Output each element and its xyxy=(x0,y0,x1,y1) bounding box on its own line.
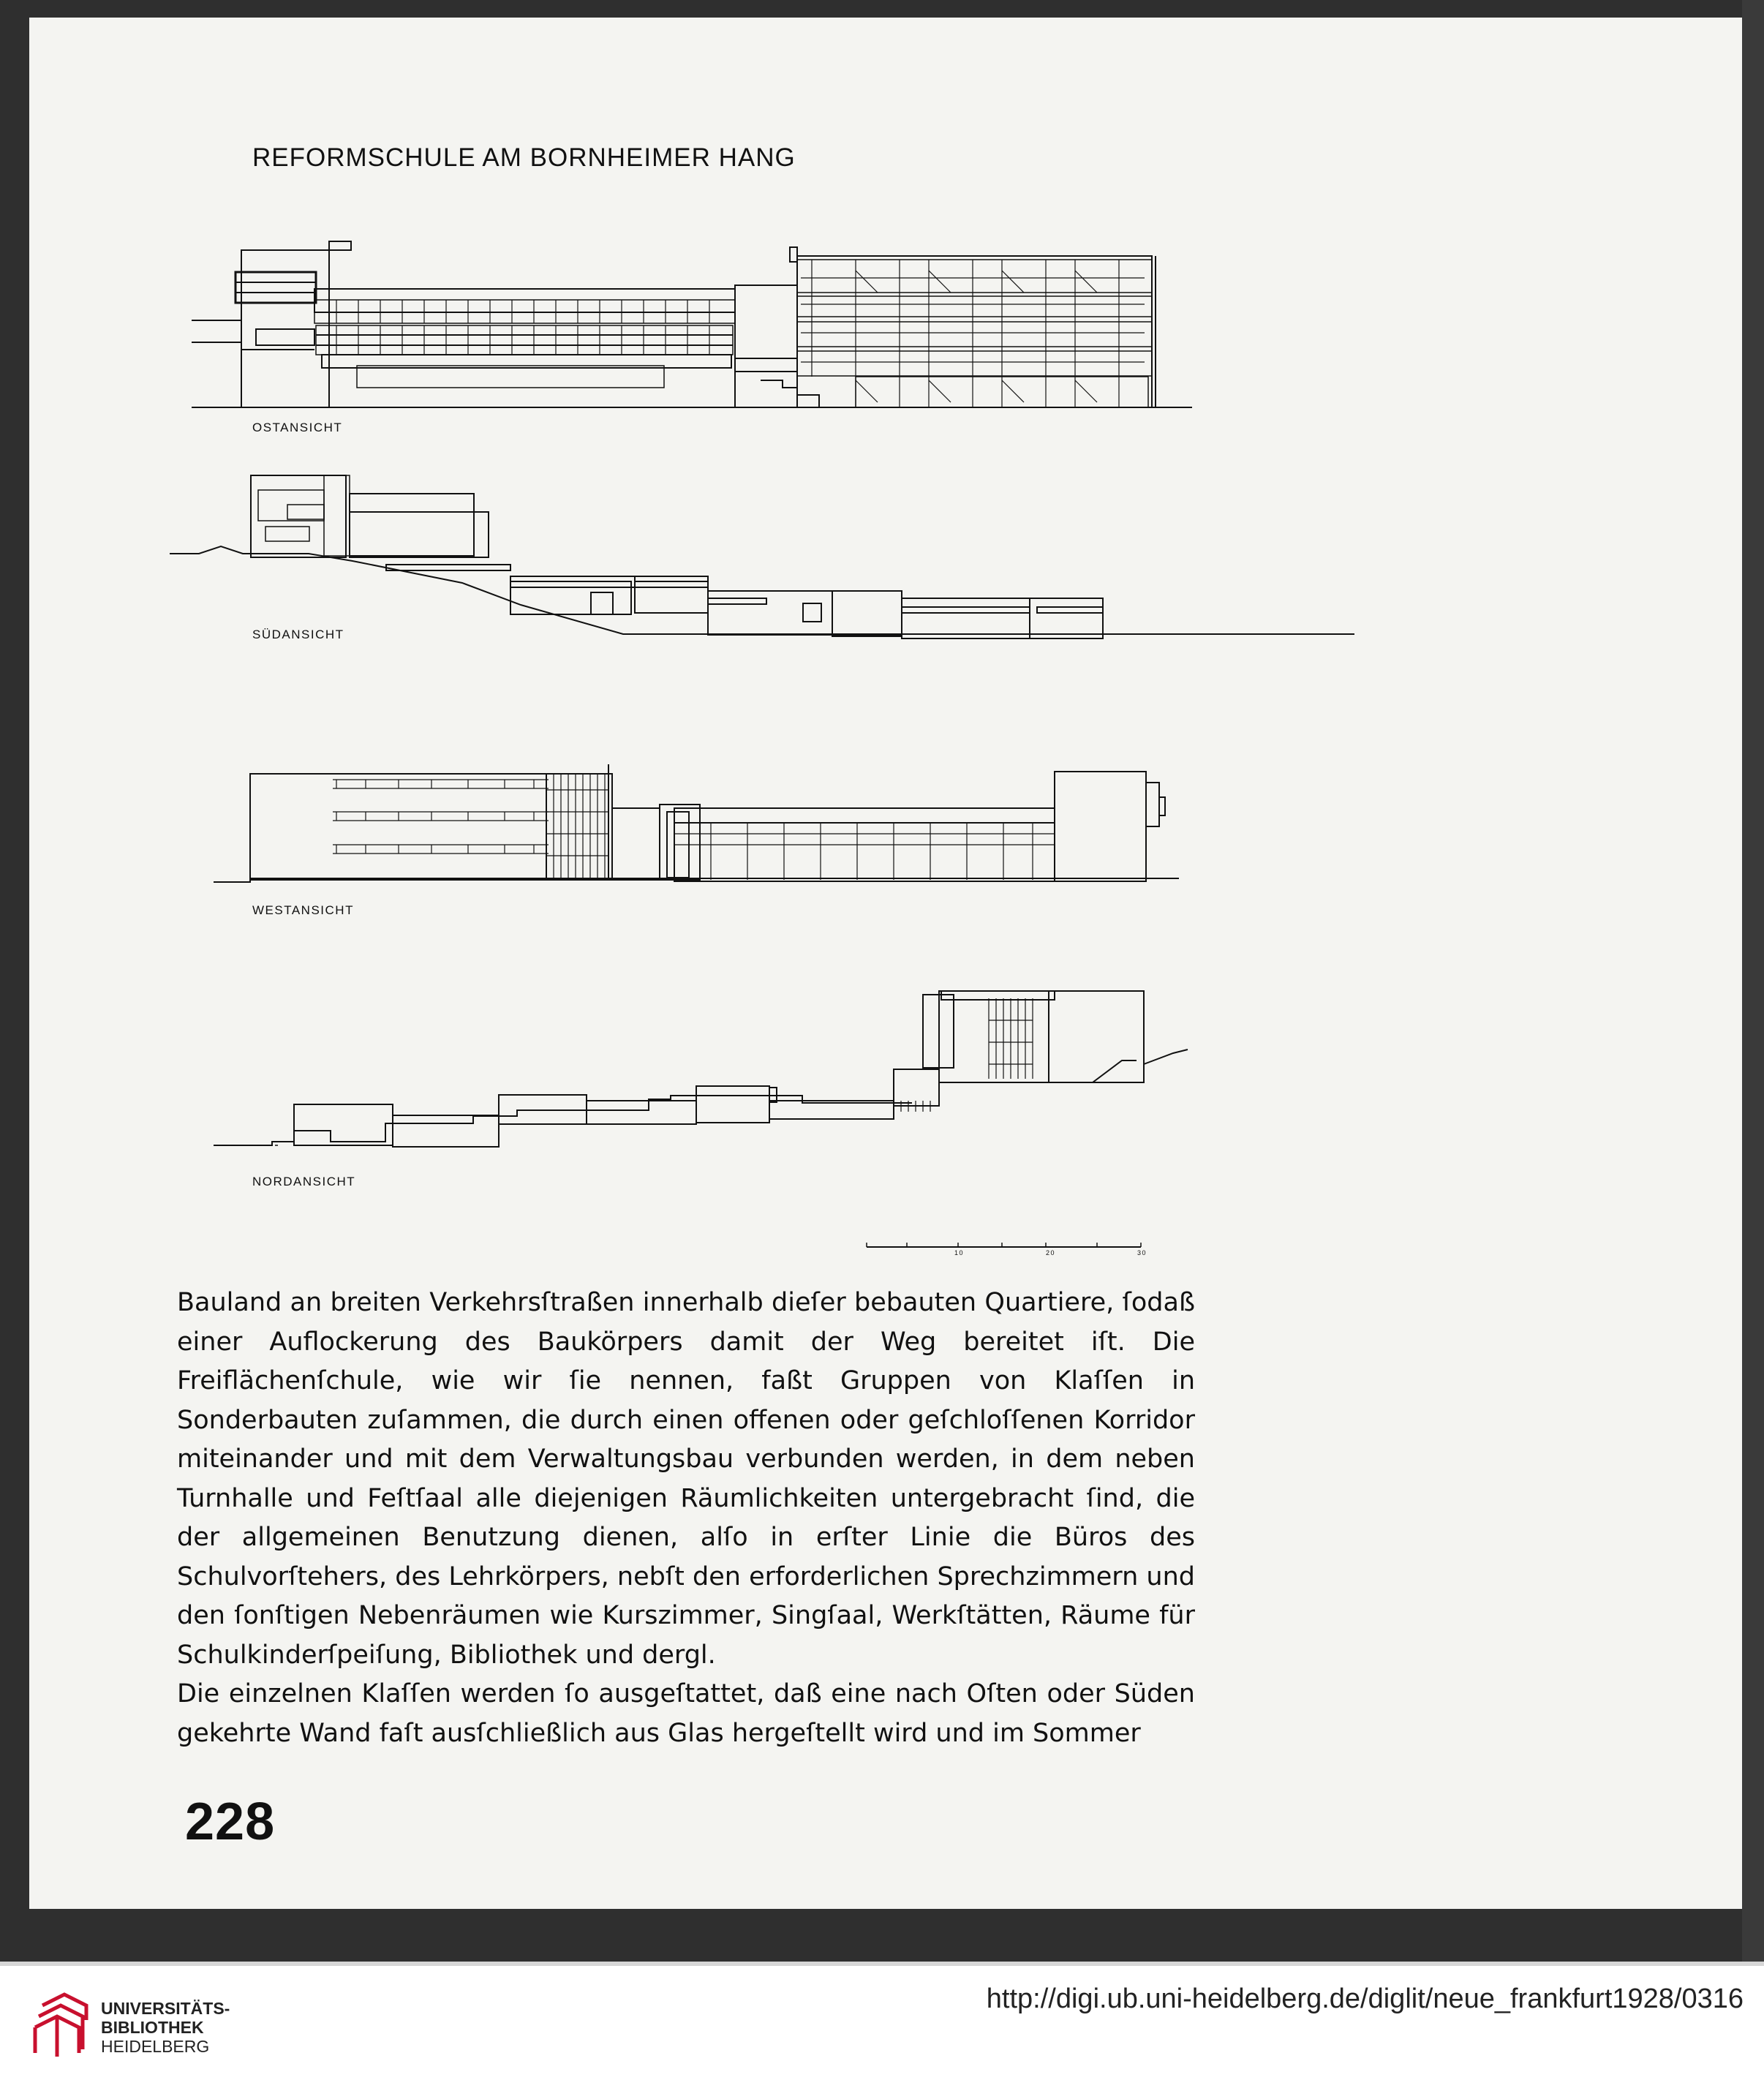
scale-tick-30: 30 xyxy=(1137,1249,1147,1257)
library-name-line-3: HEIDELBERG xyxy=(101,2037,210,2056)
scale-tick-10: 10 xyxy=(954,1249,965,1257)
source-url-link[interactable]: http://digi.ub.uni-heidelberg.de/diglit/neue_frankfurt1928/0316 xyxy=(986,1983,1744,2014)
library-name[interactable] xyxy=(101,1999,230,2056)
library-name-line-1: UNIVERSITÄTS- xyxy=(101,1999,230,2018)
elevation-label-nord: NORDANSICHT xyxy=(252,1175,356,1188)
body-text xyxy=(177,1284,1195,1753)
library-logo-icon[interactable] xyxy=(20,1983,101,2064)
page-number: 228 xyxy=(185,1793,276,1851)
suedansicht-drawing xyxy=(170,475,1354,638)
paragraph-1: Bauland an breiten Verkehrsſtraßen innerhalb dieſer bebauten Quartiere, ſodaß einer Auflockerung des Baukörpers damit der Weg bereitet iſt. Die Freiflächenſchule, wie wir ſie nennen, faßt Gruppen von Klaſſen in Sonderbauten zuſammen, die durch einen offenen oder geſchloſſenen Korridor miteinander und mit dem Verwaltungsbau verbunden werden, in dem neben Turnhalle und Feſtſaal alle diejenigen Räumlichkeiten untergebracht ſind, die der allgemeinen Benutzung dienen, alſo in erſter Linie die Büros des Schulvorſtehers, des Lehrkörpers, nebſt den erforderlichen Sprechzimmern und den ſonſtigen Nebenräumen wie Kurszimmer, Singſaal, Werkſtätten, Räume für Schulkinderſpeiſung, Bibliothek und dergl. xyxy=(177,1288,1195,1670)
westansicht-drawing xyxy=(214,764,1179,882)
footer-bar xyxy=(0,1962,1764,2091)
scale-bar xyxy=(867,1243,1141,1247)
library-name-line-2: BIBLIOTHEK xyxy=(101,2018,204,2037)
ostansicht-drawing xyxy=(192,241,1192,407)
paragraph-2: Die einzelnen Klaſſen werden ſo ausgeſtattet, daß eine nach Oſten oder Süden gekehrte Wand faſt ausſchließlich aus Glas hergeſtellt wird und im Sommer xyxy=(177,1679,1195,1748)
scale-tick-20: 20 xyxy=(1046,1249,1056,1257)
elevation-label-west: WESTANSICHT xyxy=(252,903,354,917)
footer-separator xyxy=(0,1962,1764,1966)
elevation-label-ost: OSTANSICHT xyxy=(252,421,343,434)
page-heading: REFORMSCHULE AM BORNHEIMER HANG xyxy=(252,143,796,172)
nordansicht-drawing xyxy=(214,991,1188,1147)
elevation-label-sued: SÜDANSICHT xyxy=(252,628,344,641)
